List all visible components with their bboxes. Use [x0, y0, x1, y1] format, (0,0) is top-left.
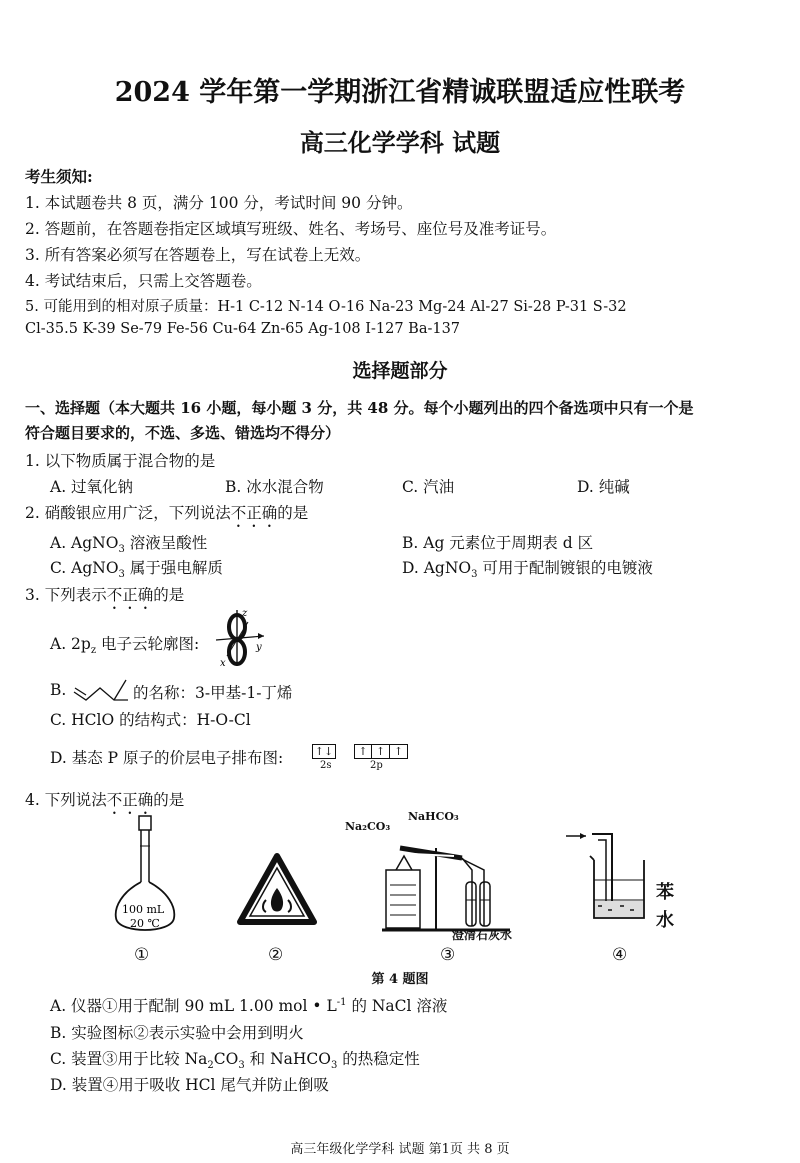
orbital-2p-label: 2p: [370, 760, 383, 771]
q3-option-d: D. 基态 P 原子的价层电子排布图:: [50, 749, 284, 767]
q4-c-sub2: 3: [238, 1060, 245, 1072]
q4-option-c: [50, 1047, 420, 1071]
q1-option-a: A. 过氧化钠: [50, 478, 134, 496]
label-na2co3: Na₂CO₃: [345, 820, 391, 833]
q2-a-pre: A. AgNO: [50, 534, 119, 552]
axis-x-label: x: [220, 658, 226, 669]
q4-a-post: 的 NaCl 溶液: [346, 997, 448, 1015]
q1-option-c: C. 汽油: [402, 478, 455, 496]
q2-c-pre: C. AgNO: [50, 559, 119, 577]
q3-stem: [25, 583, 184, 613]
exam-title: 2024 学年第一学期浙江省精诚联盟适应性联考: [114, 77, 686, 108]
q3-stem-post: 的是: [153, 586, 185, 604]
figure-number-2: ②: [268, 945, 284, 965]
q2-option-d: [402, 556, 653, 580]
notice-item-5: 5. 可能用到的相对原子质量：H-1 C-12 N-14 O-16 Na-23 Mg-24 Al-27 Si-28 P-31 S-32: [25, 299, 627, 315]
q4-stem-post: 的是: [153, 791, 185, 809]
q4-a-pre: A. 仪器①用于配制 90 mL 1.00 mol • L: [50, 997, 337, 1015]
part-one-line2: 符合题目要求的，不选、多选、错选均不得分）: [25, 424, 341, 442]
q3-stem-pre: 3. 下列表示: [25, 586, 107, 604]
heating-apparatus-illustration: [372, 830, 512, 940]
label-water: 水: [656, 910, 674, 931]
q2-stem-pre: 2. 硝酸银应用广泛，下列说法: [25, 504, 231, 522]
q2-a-post: 溶液呈酸性: [124, 534, 208, 552]
section-title: 选择题部分: [352, 360, 448, 382]
orbital-2p-box-2: ↑: [372, 744, 390, 759]
q4-option-b: B. 实验图标②表示实验中会用到明火: [50, 1024, 304, 1042]
q2-stem-post: 的是: [277, 504, 309, 522]
notice-heading: 考生须知:: [25, 167, 93, 186]
q3-option-a: [50, 632, 199, 656]
page-footer: 高三年级化学学科 试题 第1页 共 8 页: [290, 1142, 510, 1157]
notice-item-1: 1. 本试题卷共 8 页，满分 100 分，考试时间 90 分钟。: [25, 194, 413, 212]
q2-stem: [25, 501, 308, 531]
q4-c-pre: C. 装置③用于比较 Na: [50, 1050, 208, 1068]
open-flame-icon: [236, 852, 318, 926]
q4-option-d: D. 装置④用于吸收 HCl 尾气并防止倒吸: [50, 1076, 329, 1094]
p-orbital-diagram: [212, 606, 270, 670]
orbital-2p-box-1: ↑: [354, 744, 372, 759]
q2-option-b: B. Ag 元素位于周期表 d 区: [402, 534, 594, 552]
label-limewater: 澄清石灰水: [452, 928, 513, 942]
q3-option-b-text: 的名称：3-甲基-1-丁烯: [133, 684, 293, 702]
q4-a-sup: -1: [336, 996, 347, 1008]
flask-volume-label: 100 mL: [122, 903, 165, 916]
flask-temp-label: 20 ℃: [130, 917, 160, 930]
axis-z-label: z: [242, 608, 248, 619]
q2-d-pre: D. AgNO: [402, 559, 472, 577]
axis-y-label: y: [256, 642, 262, 653]
q4-c-mid2: 和 NaHCO: [244, 1050, 331, 1068]
q3-stem-emphasis: 不正确: [106, 586, 154, 604]
q2-option-a: [50, 531, 207, 555]
q1-stem: 1. 以下物质属于混合物的是: [25, 452, 216, 470]
figure-number-1: ①: [134, 945, 150, 965]
figure-number-3: ③: [440, 945, 456, 965]
q3-option-b-label: B.: [50, 681, 67, 699]
notice-item-2: 2. 答题前，在答题卷指定区域填写班级、姓名、考场号、座位号及准考证号。: [25, 220, 557, 238]
q2-a-sub: 3: [118, 544, 125, 556]
q4-stem-pre: 4. 下列说法: [25, 791, 107, 809]
exam-subtitle: 高三化学学科 试题: [299, 128, 501, 157]
q2-c-sub: 3: [118, 569, 125, 581]
part-one-line1: 一、选择题（本大题共 16 小题，每小题 3 分，共 48 分。每个小题列出的四个备选项中只有一个是: [25, 399, 694, 417]
orbital-2s-label: 2s: [320, 760, 332, 771]
orbital-2p-box-3: ↑: [390, 744, 408, 759]
q1-option-d: D. 纯碱: [577, 478, 630, 496]
volumetric-flask-illustration: [112, 812, 178, 942]
q4-figure-caption: 第 4 题图: [371, 972, 429, 987]
q4-c-sub1: 2: [207, 1060, 214, 1072]
label-benzene: 苯: [656, 882, 674, 903]
notice-item-4: 4. 考试结束后，只需上交答题卷。: [25, 272, 262, 290]
orbital-2s-box: ↑↓: [312, 744, 336, 759]
q4-c-post: 的热稳定性: [337, 1050, 420, 1068]
q2-d-post: 可用于配制镀银的电镀液: [477, 559, 653, 577]
q4-c-mid1: CO: [213, 1050, 239, 1068]
figure-number-4: ④: [612, 945, 628, 965]
q3-a-sub: z: [90, 645, 97, 657]
beaker-absorption-illustration: [562, 826, 652, 922]
q3-a-pre: A. 2p: [50, 635, 91, 653]
q2-stem-emphasis: 不正确: [230, 504, 278, 522]
q2-d-sub: 3: [471, 569, 478, 581]
q4-c-sub3: 3: [330, 1060, 338, 1072]
q3-option-c: C. HClO 的结构式：H-O-Cl: [50, 711, 251, 729]
notice-item-5-cont: Cl-35.5 K-39 Se-79 Fe-56 Cu-64 Zn-65 Ag-108 I-127 Ba-137: [25, 321, 461, 337]
notice-item-3: 3. 所有答案必须写在答题卷上，写在试卷上无效。: [25, 246, 371, 264]
q4-stem-emphasis: 不正确: [106, 791, 154, 809]
q1-option-b: B. 冰水混合物: [225, 478, 324, 496]
orbital-diagram: [312, 741, 408, 760]
q2-c-post: 属于强电解质: [124, 559, 223, 577]
skeletal-formula-icon: [70, 676, 130, 704]
q3-a-post: 电子云轮廓图:: [96, 635, 200, 653]
q4-option-a: [50, 994, 447, 1016]
label-nahco3: NaHCO₃: [408, 810, 459, 823]
q2-option-c: [50, 556, 223, 580]
